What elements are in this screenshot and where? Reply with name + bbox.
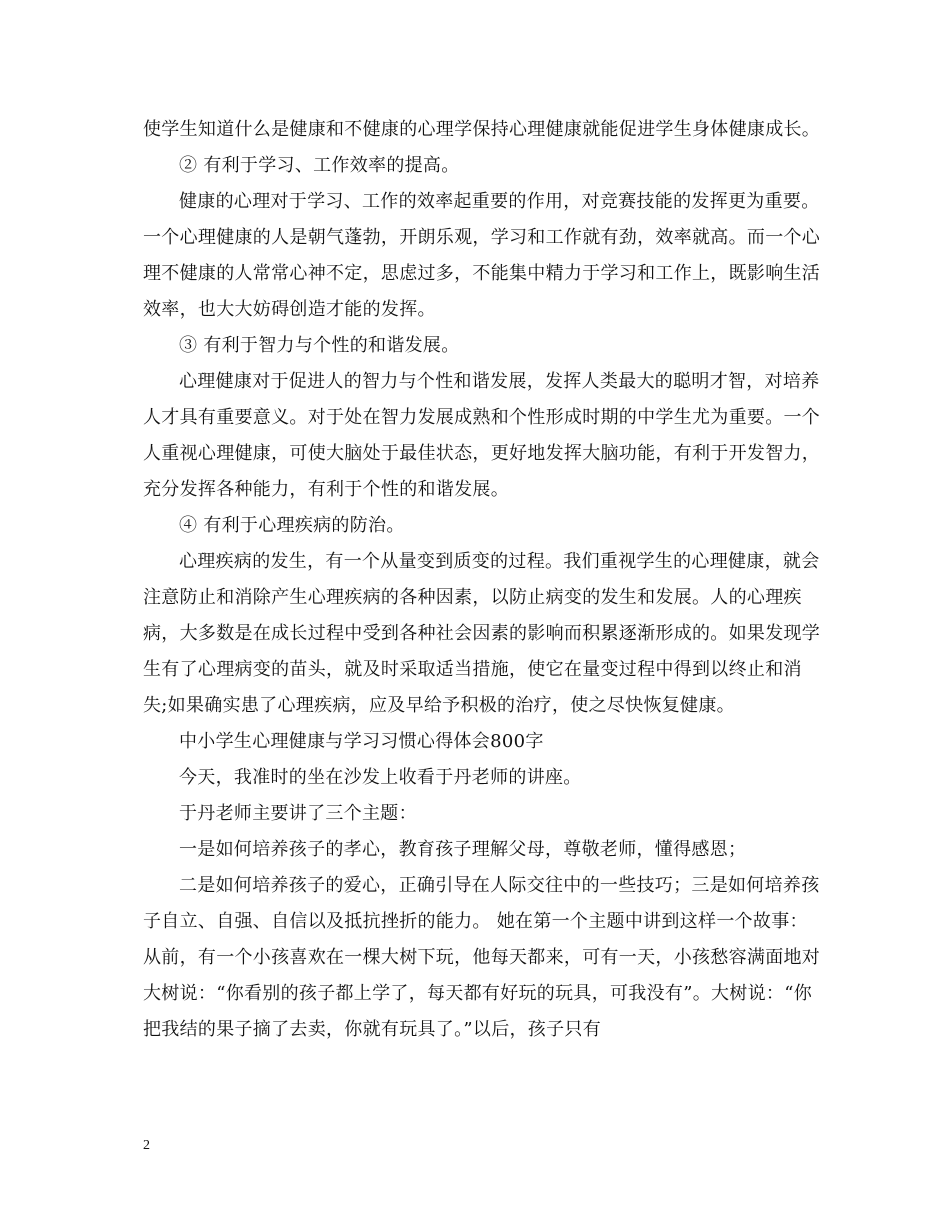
paragraph-theme-one: 一是如何培养孩子的孝心，教育孩子理解父母，尊敬老师，懂得感恩； <box>179 839 747 860</box>
paragraph-efficiency: 健康的心理对于学习、工作的效率起重要的作用，对竞赛技能的发挥更为重要。一个心理健康的人是朝气蓬勃，开朗乐观，学习和工作就有劲，效率就高。而一个心理不健康的人常常心神不定，思虑过多，不能集中精力于学习和工作上，既影响生活效率，也大大妨碍创造才能的发挥。 <box>143 191 821 320</box>
list-item-disease-prevention: ④ 有利于心理疾病的防治。 <box>179 515 405 536</box>
paragraph-theme-two-three: 二是如何培养孩子的爱心，正确引导在人际交往中的一些技巧；三是如何培养孩子自立、自强、自信以及抵抗挫折的能力。 她在第一个主题中讲到这样一个故事：从前，有一个小孩喜欢在一棵大树下玩，他每天都来，可有一天，小孩愁容满面地对大树说：“你看别的孩子都上学了，每天都有好玩的玩具，可我没有”。大树说：“你把我结的果子摘了去卖，你就有玩具了。”以后，孩子只有 <box>143 875 821 1040</box>
paragraph-three-themes: 于丹老师主要讲了三个主题： <box>179 803 417 824</box>
list-item-efficiency: ② 有利于学习、工作效率的提高。 <box>179 155 460 176</box>
paragraph-disease-prevention: 心理疾病的发生，有一个从量变到质变的过程。我们重视学生的心理健康，就会注意防止和消除产生心理疾病的各种因素，以防止病变的发生和发展。人的心理疾病，大多数是在成长过程中受到各种社会因素的影响而积累逐渐形成的。如果发现学生有了心理病变的苗头，就及时采取适当措施，使它在量变过程中得到以终止和消失;如果确实患了心理疾病，应及早给予积极的治疗，使之尽快恢复健康。 <box>143 551 821 716</box>
paragraph-lecture-intro: 今天，我准时的坐在沙发上收看于丹老师的讲座。 <box>179 767 582 788</box>
document-body <box>143 112 823 1048</box>
section-title: 中小学生心理健康与学习习惯心得体会800字 <box>179 731 544 752</box>
list-item-intelligence: ③ 有利于智力与个性的和谐发展。 <box>179 335 460 356</box>
page-number: 2 <box>143 1138 150 1153</box>
paragraph-intelligence: 心理健康对于促进人的智力与个性和谐发展，发挥人类最大的聪明才智，对培养人才具有重要意义。对于处在智力发展成熟和个性形成时期的中学生尤为重要。一个人重视心理健康，可使大脑处于最佳状态，更好地发挥大脑功能，有利于开发智力，充分发挥各种能力，有利于个性的和谐发展。 <box>143 371 821 500</box>
paragraph-health-growth: 使学生知道什么是健康和不健康的心理学保持心理健康就能促进学生身体健康成长。 <box>143 119 821 140</box>
